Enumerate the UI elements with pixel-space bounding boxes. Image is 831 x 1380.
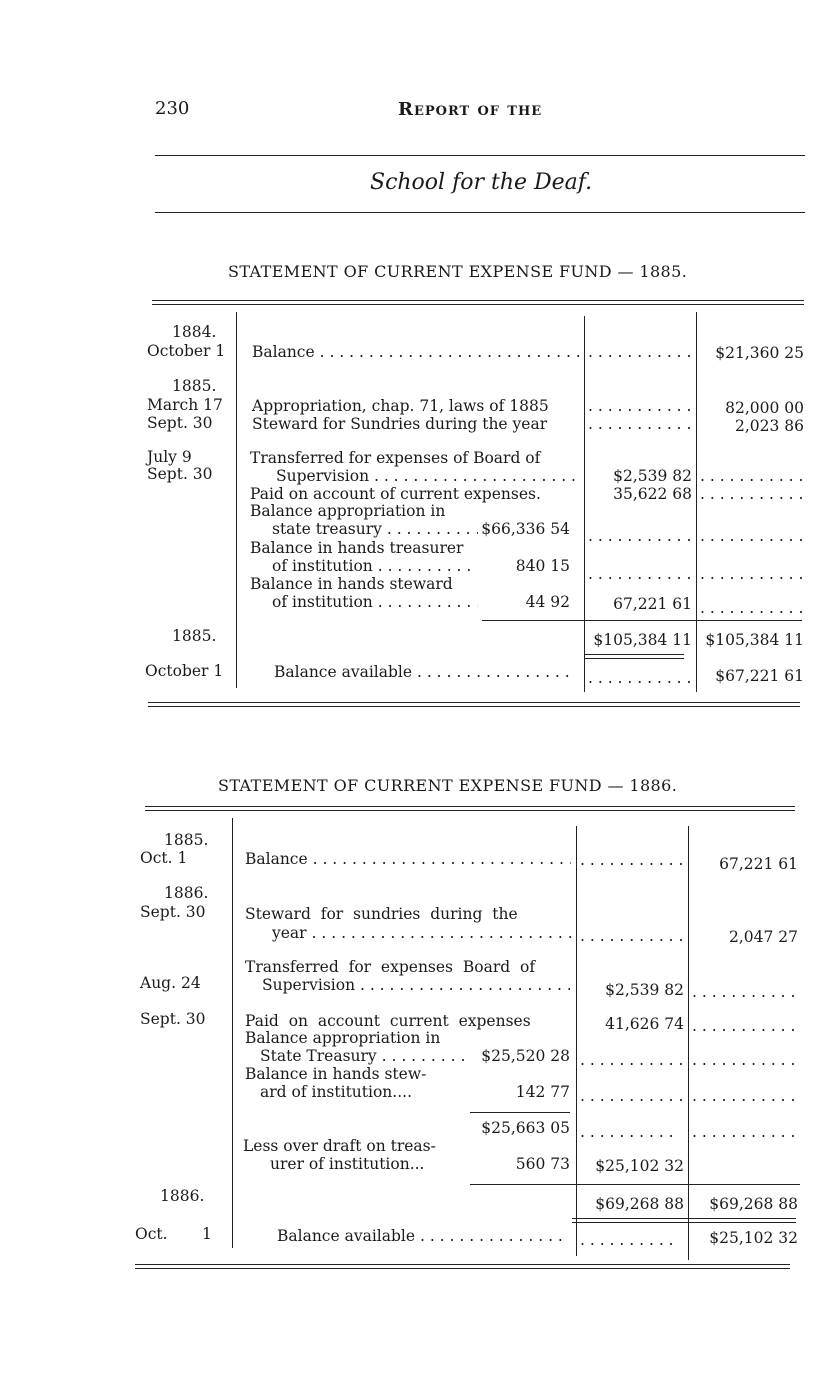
entry-text: Balance . . .: [252, 344, 580, 361]
total-amount: $105,384 11: [705, 631, 804, 649]
leader-dots: [580, 1232, 680, 1249]
date-year: 1884.: [172, 323, 217, 341]
entry-text: Balance in hands stew-: [245, 1065, 427, 1083]
leader-dots: [700, 528, 804, 545]
leader-dots: [588, 398, 692, 415]
leader-dots: [692, 1018, 796, 1035]
entry-text: Balance available . . .: [277, 1228, 567, 1245]
total-amount: $69,268 88: [709, 1195, 798, 1213]
column-rule: [584, 316, 585, 692]
date: Sept. 30: [147, 465, 213, 483]
entry-text: Paid on account current expenses: [245, 1012, 531, 1030]
leader-dots: [580, 852, 684, 869]
header-rule-bottom: [155, 212, 805, 213]
sub-amount: 560 73: [515, 1155, 570, 1173]
entry-text: Paid on account of current expenses.: [250, 485, 541, 503]
date: Oct. 1: [140, 849, 188, 867]
amount: 67,221 61: [613, 595, 692, 613]
date-year: 1886.: [164, 884, 209, 902]
leader-dots: [588, 528, 692, 545]
date: July 9: [147, 448, 192, 466]
leader-dots: [692, 984, 796, 1001]
column-rule: [232, 818, 233, 1248]
entry-text: of institution . . .: [272, 594, 478, 611]
date: Aug. 24: [140, 974, 201, 992]
column-rule: [688, 826, 689, 1260]
amount: 67,221 61: [719, 855, 798, 873]
amount: 82,000 00: [725, 399, 804, 417]
date: October 1: [145, 662, 224, 680]
leader-dots: [588, 566, 692, 583]
date: Oct. 1: [135, 1225, 212, 1243]
column-rule: [576, 826, 577, 1256]
entry-text: Supervision . . .: [262, 977, 570, 994]
total-rule: [572, 1218, 796, 1223]
sub-amount: 142 77: [515, 1083, 570, 1101]
entry-text: Transferred for expenses Board of: [245, 958, 536, 976]
date: October 1: [147, 342, 226, 360]
table-top-rule: [152, 300, 804, 305]
amount: $2,539 82: [605, 981, 684, 999]
entry-text: State Treasury . . .: [260, 1048, 466, 1065]
entry-text: Balance available . . .: [274, 664, 576, 681]
leader-dots: [580, 1124, 672, 1141]
entry-text: Less over draft on treas-: [243, 1137, 436, 1155]
sum-rule: [470, 1112, 570, 1113]
amount: $25,102 32: [595, 1157, 684, 1175]
sub-total: $25,663 05: [481, 1119, 570, 1137]
entry-text: Balance in hands steward: [250, 575, 453, 593]
amount: $2,539 82: [613, 467, 692, 485]
sum-rule: [470, 1184, 800, 1185]
date: March 17: [147, 396, 223, 414]
sub-amount: 44 92: [525, 593, 570, 611]
date: Sept. 30: [140, 903, 206, 921]
entry-text: ard of institution....: [260, 1083, 412, 1101]
entry-text: of institution . . .: [272, 558, 472, 575]
leader-dots: [588, 344, 692, 361]
leader-dots: [588, 416, 692, 433]
leader-dots: [692, 1124, 796, 1141]
leader-dots: [700, 566, 804, 583]
header-rule-top: [155, 155, 805, 156]
total-amount: $69,268 88: [595, 1195, 684, 1213]
statement-title: STATEMENT OF CURRENT EXPENSE FUND — 1885.: [228, 262, 688, 281]
entry-text: Balance appropriation in: [250, 502, 446, 520]
entry-text: Appropriation, chap. 71, laws of 1885: [252, 397, 549, 415]
leader-dots: [580, 1088, 684, 1105]
amount: 2,047 27: [728, 928, 798, 946]
leader-dots: [692, 1052, 796, 1069]
column-rule: [696, 312, 697, 692]
sub-amount: 840 15: [515, 557, 570, 575]
sub-amount: $66,336 54: [481, 520, 570, 538]
table-bottom-rule: [148, 702, 800, 707]
total-amount: $67,221 61: [715, 667, 804, 685]
entry-text: state treasury . . .: [272, 521, 478, 538]
total-amount: $105,384 11: [593, 631, 692, 649]
date: Sept. 30: [147, 414, 213, 432]
section-title: School for the Deaf.: [370, 170, 593, 195]
amount: 41,626 74: [605, 1015, 684, 1033]
total-rule: [584, 654, 684, 659]
leader-dots: [588, 670, 692, 687]
date-year: 1886.: [160, 1187, 205, 1205]
entry-text: Balance in hands treasurer: [250, 539, 464, 557]
statement-title: STATEMENT OF CURRENT EXPENSE FUND — 1886.: [218, 776, 678, 795]
running-title: Report of the: [398, 99, 543, 120]
amount: 2,023 86: [734, 417, 804, 435]
sum-rule: [482, 620, 802, 621]
leader-dots: [700, 486, 804, 503]
entry-text: urer of institution...: [270, 1155, 425, 1173]
column-rule: [236, 312, 237, 688]
entry-text: Steward for Sundries during the year: [252, 415, 548, 433]
leader-dots: [580, 1052, 684, 1069]
total-amount: $25,102 32: [709, 1229, 798, 1247]
amount: $21,360 25: [715, 344, 804, 362]
table-top-rule: [145, 806, 795, 811]
entry-text: Supervision . . .: [276, 468, 576, 485]
amount: 35,622 68: [613, 485, 692, 503]
entry-text: Transferred for expenses of Board of: [250, 449, 541, 467]
entry-text: Balance appropriation in: [245, 1029, 441, 1047]
leader-dots: [700, 468, 804, 485]
leader-dots: [700, 600, 804, 617]
table-bottom-rule: [135, 1264, 790, 1269]
date-year: 1885.: [164, 831, 209, 849]
date-year: 1885.: [172, 627, 217, 645]
leader-dots: [580, 928, 684, 945]
entry-text: Steward for sundries during the: [245, 905, 518, 923]
date-year: 1885.: [172, 377, 217, 395]
sub-amount: $25,520 28: [481, 1047, 570, 1065]
page-number: 230: [155, 98, 190, 119]
leader-dots: [692, 1088, 796, 1105]
date: Sept. 30: [140, 1010, 206, 1028]
entry-text: year . . .: [272, 925, 572, 942]
entry-text: Balance . . .: [245, 851, 571, 868]
